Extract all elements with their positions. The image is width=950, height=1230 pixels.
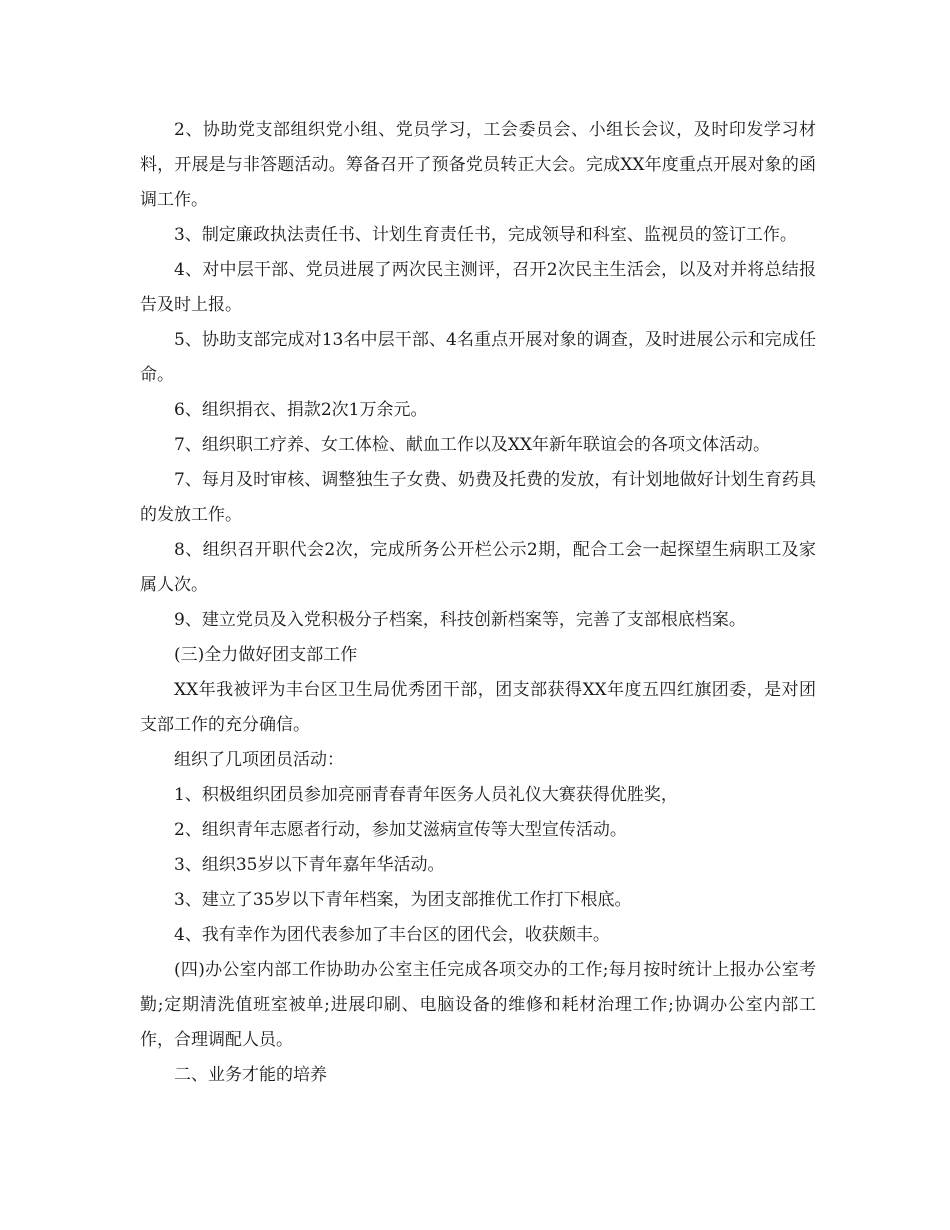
paragraph-responsibility-letters: 3、制定廉政执法责任书、计划生育责任书，完成领导和科室、监视员的签订工作。 — [174, 225, 797, 245]
paragraph-office-internal-work: (四)办公室内部工作协助办公室主任完成各项交办的工作;每月按时统计上报办公室考勤;定期清洗值班室被单;进展印刷、电脑设备的维修和耗材治理工作;协调办公室内部工作，合理调配人员。 — [140, 960, 816, 1050]
paragraph-family-planning-fees: 7、每月及时审核、调整独生子女费、奶费及托费的发放，有计划地做好计划生育药具的发放工作。 — [140, 470, 816, 525]
list-item-etiquette-contest: 1、积极组织团员参加亮丽青春青年医务人员礼仪大赛获得优胜奖， — [174, 785, 678, 805]
list-item-volunteer-action: 2、组织青年志愿者行动，参加艾滋病宣传等大型宣传活动。 — [174, 820, 627, 840]
paragraph-party-study: 2、协助党支部组织党小组、党员学习，工会委员会、小组长会议，及时印发学习材料，开展是与非答题活动。筹备召开了预备党员转正大会。完成XX年度重点开展对象的函调工作。 — [140, 120, 816, 210]
section-heading-youth-league: (三)全力做好团支部工作 — [174, 645, 358, 665]
paragraph-staff-activities: 7、组织职工疗养、女工体检、献血工作以及XX年新年联谊会的各项文体活动。 — [174, 435, 771, 455]
paragraph-league-activities-intro: 组织了几项团员活动： — [174, 750, 344, 770]
document-body — [140, 113, 816, 1093]
paragraph-donations: 6、组织捐衣、捐款2次1万余元。 — [174, 400, 428, 420]
paragraph-democratic-evaluation: 4、对中层干部、党员进展了两次民主测评，召开2次民主生活会，以及对并将总结报告及时上报。 — [140, 260, 816, 315]
list-item-youth-archives: 3、建立了35岁以下青年档案，为团支部推优工作打下根底。 — [174, 890, 632, 910]
paragraph-archives: 9、建立党员及入党积极分子档案，科技创新档案等，完善了支部根底档案。 — [174, 610, 746, 630]
list-item-league-congress: 4、我有幸作为团代表参加了丰台区的团代会，收获颇丰。 — [174, 925, 610, 945]
paragraph-youth-league-award: XX年我被评为丰台区卫生局优秀团干部，团支部获得XX年度五四红旗团委，是对团支部工作的充分确信。 — [140, 680, 816, 735]
list-item-youth-carnival: 3、组织35岁以下青年嘉年华活动。 — [174, 855, 445, 875]
section-heading-skills-training: 二、业务才能的培养 — [174, 1065, 327, 1085]
paragraph-cadre-investigation: 5、协助支部完成对13名中层干部、4名重点开展对象的调查，及时进展公示和完成任命。 — [140, 330, 816, 385]
paragraph-workers-congress: 8、组织召开职代会2次，完成所务公开栏公示2期，配合工会一起探望生病职工及家属人次。 — [140, 540, 816, 595]
